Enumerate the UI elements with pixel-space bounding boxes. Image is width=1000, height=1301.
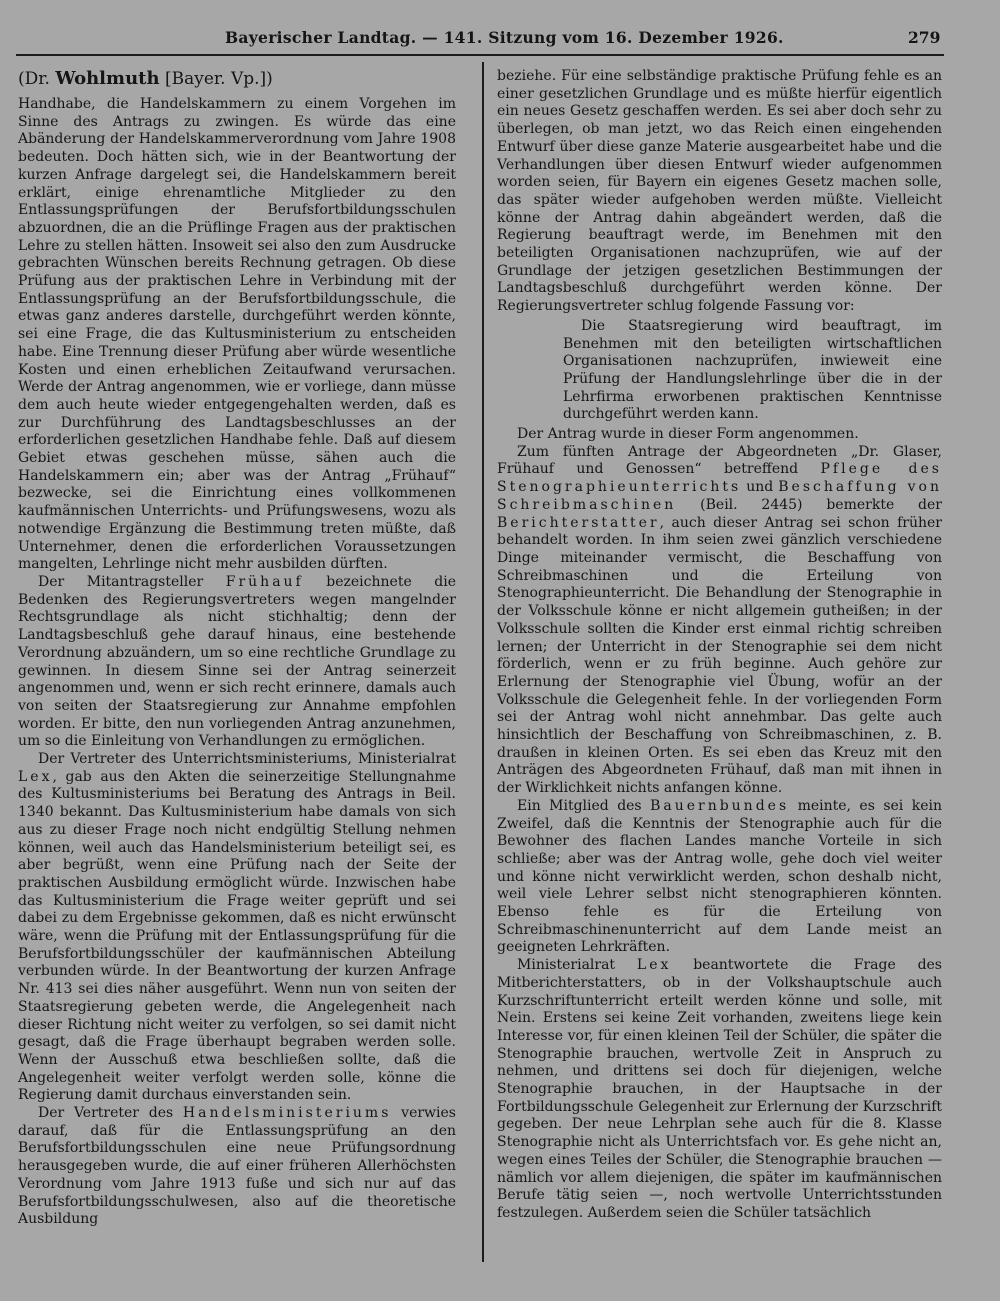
text-run: Ein Mitglied des	[517, 797, 651, 814]
speaker-name: Wohlmuth	[55, 68, 160, 89]
paragraph	[18, 1105, 456, 1229]
person-name: Lex	[636, 957, 672, 974]
paragraph	[497, 444, 942, 798]
text-run: verwies darauf, daß für die Entlassungsprüfung an den Berufsfortbildungsschulen eine neue Prüfungsordnung herausgegeben wurde, die auf einer früheren Allerhöchsten Verordnung vom Jahre 1913 fuße und sich nur auf das Berufsfortbildungsschulwesen, also auf die theoretische Ausbildung	[18, 1105, 456, 1228]
speaker-line	[18, 68, 456, 90]
text-run: beantwortete die Frage des Mitberichterstatters, ob in der Volkshauptschule auch Kurzschriftunterricht erteilt werden könne und solle, mit Nein. Erstens sei keine Zeit vorhanden, zweitens liege kein Interesse vor, für einen kleinen Teil der Schüler, die später die Stenographie brauchen, wertvolle Zeit in Anspruch zu nehmen, und drittens sei doch für diejenigen, welche Stenographie brauchen, in der Hauptsache in der Fortbildungsschule Gelegenheit zur Erlernung der Kurzschrift gegeben. Der neue Lehrplan sehe auch für die 8. Klasse Stenographie nicht als Unterrichtsfach vor. Es gehe nicht an, wegen eines Teiles der Schüler, die Stenographie brauchen — nämlich vor allem diejenigen, die später im kaufmännischen Berufe tätig seien —, noch wertvolle Unterrichtsstunden festzulegen. Außerdem seien die Schüler tatsächlich	[497, 957, 942, 1221]
person-name: Frühauf	[225, 573, 304, 590]
paragraph: Handhabe, die Handelskammern zu einem Vorgehen im Sinne des Antrags zu zwingen. Es würde das eine Abänderung der Handelskammerverordnung vom Jahre 1908 bedeuten. Doch hätten sich, wie in der Beantwortung der kurzen Anfrage dargelegt sei, die Handelskammern bereit erklärt, einige ehrenamtliche Mitglieder zu den Entlassungsprüfungen der Berufsfortbildungsschulen abzuordnen, die an die Prüflinge Fragen aus der praktischen Lehre zu stellen hätten. Insoweit sei also den zum Ausdrucke gebrachten Wünschen bereits Rechnung getragen. Ob diese Prüfung aus der praktischen Lehre in Verbindung mit der Entlassungsprüfung an der Berufsfortbildungsschule, die etwas ganz anderes darstelle, durchgeführt werden könnte, sei eine Frage, die das Kultusministerium zu entscheiden habe. Eine Trennung dieser Prüfung aber würde wesentliche Kosten und einen erheblichen Zeitaufwand verursachen. Werde der Antrag angenommen, wie er vorliege, dann müsse dem auch heute wieder entgegengehalten werden, daß es zur Durchführung des Landtagsbeschlusses an der erforderlichen gesetzlichen Handhabe fehle. Daß auf diesem Gebiet etwas geschehen müsse, sähen auch die Handelskammern ein; aber was der Antrag „Frühauf“ bezwecke, sei die Einrichtung eines vollkommenen kaufmännischen Unterrichts- und Prüfungswesens, wozu als notwendige Ergänzung die Bestimmung treten müßte, daß Unternehmer, denen die erforderlichen Voraussetzungen mangelten, Lehrlinge nicht mehr ausbilden dürften.	[18, 96, 456, 573]
topic-emphasis: Beschaffung von Schreibmaschinen	[497, 479, 942, 513]
paragraph: Der Antrag wurde in dieser Form angenommen.	[517, 426, 859, 443]
paragraph: beziehe. Für eine selbständige praktische Prüfung fehle es an einer gesetzlichen Grundlage und es müßte hierfür eigentlich ein neues Gesetz geschaffen werden. Es sei aber doch sehr zu überlegen, ob man jetzt, wo das Reich einen eingehenden Entwurf über diese ganze Materie ausgearbeitet habe und die Verhandlungen über diesen Entwurf wieder aufgenommen worden seien, für Bayern ein eigenes Gesetz machen solle, das später wieder aufgehoben werden müßte. Vielleicht könne der Antrag dahin abgeändert werden, daß die Regierung beauftragt werde, im Benehmen mit den beteiligten Organisationen nachzuprüfen, wie auf der Grundlage der jetzigen gesetzlichen Bestimmungen der Landtagsbeschluß durchgeführt werden könne. Der Regierungsvertreter schlug folgende Fassung vor:	[497, 68, 942, 315]
topic-emphasis: Pflege des Stenographieunterrichts	[497, 461, 942, 496]
running-header: Bayerischer Landtag. — 141. Sitzung vom 16. Dezember 1926.	[225, 28, 784, 47]
person-name: Lex	[18, 768, 53, 785]
text-run: , gab aus den Akten die seinerzeitige Stellungnahme des Kultusministeriums bei Beratung des Antrags in Beil. 1340 bekannt. Das Kultusministerium habe damals von sich aus zu dieser Frage noch nicht endgültig Stellung nehmen können, weil auch das Handelsministerium beteiligt sei, es aber begrüßt, wenn eine Prüfung nach der Seite der praktischen Ausbildung ermöglicht würde. Inzwischen habe das Kultusministerium die Frage weiter geprüft und sei dabei zu dem Ergebnisse gekommen, daß es nicht erwünscht wäre, wenn die Prüfung mit der Entlassungsprüfung für die Berufsfortbildungsschüler der kaufmännischen Abteilung verbunden würde. In der Beantwortung der kurzen Anfrage Nr. 413 sei dies näher ausgeführt. Wenn nun von seiten der Staatsregierung gebeten werde, die Angelegenheit nach dieser Richtung nicht weiter zu verfolgen, so sei damit nicht gesagt, daß die Frage überhaupt begraben werden solle. Wenn der Ausschuß etwa beschließen sollte, daß die Angelegenheit weiter verfolgt werden solle, könne die Regierung damit durchaus einverstanden sein.	[18, 768, 456, 1104]
text-run: , auch dieser Antrag sei schon früher behandelt worden. In ihm seien zwei gänzlich verschiedene Dinge miteinander vermischt, die Beschaffung von Schreibmaschinen und die Erteilung von Stenographieunterricht. Die Behandlung der Stenographie in der Volksschule könne er nicht allgemein gutheißen; in der Volksschule sollten die Kinder erst einmal richtig schreiben lernen; der Unterricht in der Stenographie sei dem nicht förderlich, wenn er zu früh beginne. Auch gehöre zur Erlernung der Stenographie viel Übung, wofür an der Volksschule die Gelegenheit fehle. In der vorliegenden Form sei der Antrag wohl nicht annehmbar. Das gelte auch hinsichtlich der Beschaffung von Schreibmaschinen, z. B. draußen in kleinen Orten. Es sei eben das Kreuz mit den Anträgen des Abgeordneten Frühauf, daß man mit ihnen in der Wirklichkeit nichts anfangen könne.	[497, 514, 942, 797]
paragraph	[18, 751, 456, 1105]
text-run: Der Vertreter des	[38, 1105, 183, 1122]
text-run: Zum fünften Antrage der Abgeordneten „Dr. Glaser, Frühauf und Genossen“ betreffend	[497, 443, 942, 478]
text-run: Ministerialrat	[517, 957, 637, 974]
paragraph	[497, 798, 942, 957]
text-run: (Beil. 2445) bemerkte der	[676, 496, 942, 513]
text-run: bezeichnete die Bedenken des Regierungsvertreters wegen mangelnder Rechtsgrundlage als nicht stichhaltig; denn der Landtagsbeschluß gehe darauf hinaus, eine bestehende Verordnung abzuändern, um so eine rechtliche Grundlage zu gewinnen. In diesem Sinne sei der Antrag seinerzeit angenommen und, wenn er sich recht erinnere, damals auch von seiten der Staatsregierung zur Annahme empfohlen worden. Er bitte, den nun vorliegenden Antrag anzunehmen, um so die Einleitung von Verhandlungen zu ermöglichen.	[18, 573, 456, 750]
party-emphasis: Bauernbundes	[650, 797, 790, 814]
speaker-prefix: (Dr.	[18, 69, 56, 89]
role-emphasis: Berichterstatter	[497, 514, 660, 531]
ministry-name: Handelsministeriums	[182, 1105, 392, 1122]
speaker-party: [Bayer. Vp.])	[159, 69, 273, 89]
text-run: Der Vertreter des Unterrichtsministeriums, Ministerialrat	[38, 751, 456, 768]
page-number: 279	[908, 28, 941, 47]
proposed-wording: Die Staatsregierung wird beauftragt, im Benehmen mit den beteiligten wirtschaftlichen Organisationen nachzuprüfen, inwieweit eine Prüfung der Handlungslehrlinge über die in der Lehrfirma erworbenen praktischen Kenntnisse durchgeführt werden kann.	[563, 317, 942, 423]
paragraph	[497, 957, 942, 1223]
text-run: und	[741, 479, 779, 496]
paragraph	[18, 574, 456, 751]
column-divider	[482, 62, 484, 1262]
right-column	[497, 68, 942, 1223]
text-run: Der Mitantragsteller	[38, 573, 226, 590]
header-rule	[16, 54, 944, 56]
left-column	[18, 68, 456, 1229]
text-run: meinte, es sei kein Zweifel, daß die Kenntnis der Stenographie auch für die Bewohner des flachen Landes manche Vorteile in sich schließe; aber was der Antrag wolle, gehe doch viel weiter und könne nicht verwirklicht werden, schon deshalb nicht, weil viele Lehrer selbst nicht stenographieren könnten. Ebenso fehle es für die Erteilung von Schreibmaschinenunterricht auf dem Lande meist an geeigneten Lehrkräften.	[497, 797, 942, 956]
